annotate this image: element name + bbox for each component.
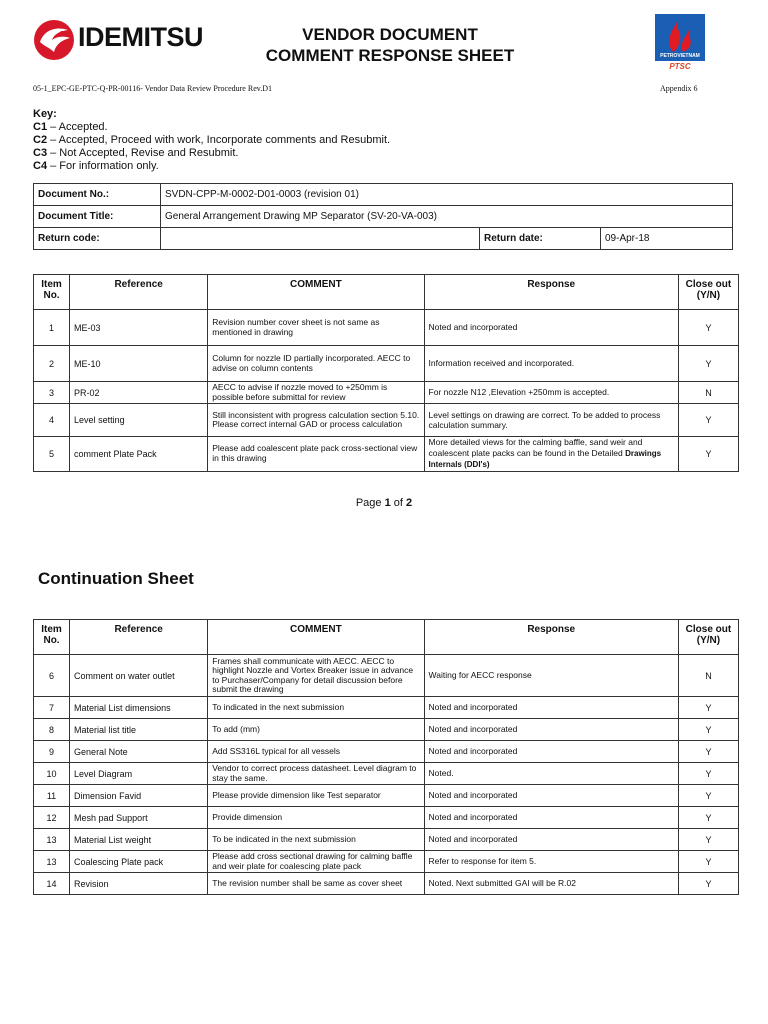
- table-row: 10 Level Diagram Vendor to correct process datasheet. Level diagram to stay the same. Noted. Y: [34, 763, 739, 785]
- col-reference: Reference: [70, 275, 208, 310]
- petrovietnam-logo: [655, 14, 705, 80]
- col-item-no: Item No.: [34, 620, 70, 655]
- return-code-label: Return code:: [34, 228, 161, 250]
- continuation-sheet-title: Continuation Sheet: [38, 569, 194, 588]
- page-title: [225, 24, 555, 66]
- table-row: 12 Mesh pad Support Provide dimension Noted and incorporated Y: [34, 807, 739, 829]
- appendix-label: Appendix 6: [660, 84, 698, 93]
- title-line-1: VENDOR DOCUMENT: [302, 25, 478, 44]
- col-item-no: Item No.: [34, 275, 70, 310]
- table-row: 13 Coalescing Plate pack Please add cross sectional drawing for calming baffle and weir plate for coalescing plate pack Refer to response for item 5. Y: [34, 851, 739, 873]
- company-name: IDEMITSU: [78, 22, 204, 52]
- table-row: 3 PR-02 AECC to advise if nozzle moved to +250mm is possible before submittal for review For nozzle N12 ,Elevation +250mm is accepted. N: [34, 382, 739, 404]
- partner-top-label: PETROVIETNAM: [660, 53, 700, 59]
- key-item: C2 – Accepted, Proceed with work, Incorporate comments and Resubmit.: [33, 134, 391, 146]
- col-reference: Reference: [70, 620, 208, 655]
- procedure-reference: 05-1_EPC-GE-PTC-Q-PR-00116- Vendor Data Review Procedure Rev.D1: [33, 84, 272, 93]
- table-row: 2 ME-10 Column for nozzle ID partially incorporated. AECC to advise on column contents Information received and incorporated. Y: [34, 346, 739, 382]
- table-row: 6 Comment on water outlet Frames shall communicate with AECC. AECC to highlight Nozzle and Vortex Breaker issue in advance to Purchaser/Company for detail discussion before submit the drawing Waiting for AECC response N: [34, 655, 739, 697]
- return-code-value: [161, 228, 480, 250]
- table-header-row: [34, 620, 739, 655]
- document-no-label: Document No.:: [34, 184, 161, 206]
- page-number: Page 1 of 2: [355, 497, 413, 509]
- partner-ptsc-label: PTSC: [669, 62, 691, 71]
- table-row: 14 Revision The revision number shall be same as cover sheet Noted. Next submitted GAI will be R.02 Y: [34, 873, 739, 895]
- col-comment: COMMENT: [208, 620, 424, 655]
- table-row: 8 Material list title To add (mm) Noted and incorporated Y: [34, 719, 739, 741]
- key-title: Key:: [33, 108, 57, 120]
- table-row: 4 Level setting Still inconsistent with progress calculation section 5.10. Please correct internal GAD or process calculation Level settings on drawing are correct. To be added to process calculation summary. Y: [34, 404, 739, 437]
- table-header-row: [34, 275, 739, 310]
- document-no-value: SVDN-CPP-M-0002-D01-0003 (revision 01): [161, 184, 733, 206]
- table-row: 5 comment Plate Pack Please add coalescent plate pack cross-sectional view in this drawing More detailed views for the calming baffle, sand weir and coalescent plate packs can be found in the Detailed Drawings Internals (DDI's) Y: [34, 437, 739, 472]
- col-close-out: Close out (Y/N): [678, 275, 738, 310]
- idemitsu-logo: [32, 18, 222, 62]
- document-info-table: [33, 183, 733, 250]
- idemitsu-emblem-icon: [32, 18, 76, 62]
- key-item: C3 – Not Accepted, Revise and Resubmit.: [33, 147, 239, 159]
- document-title-value: General Arrangement Drawing MP Separator (SV-20-VA-003): [161, 206, 733, 228]
- key-item: C1 – Accepted.: [33, 121, 108, 133]
- col-comment: COMMENT: [208, 275, 424, 310]
- return-date-value: 09-Apr-18: [601, 228, 733, 250]
- col-response: Response: [424, 275, 678, 310]
- title-line-2: COMMENT RESPONSE SHEET: [265, 46, 515, 65]
- table-row: 1 ME-03 Revision number cover sheet is not same as mentioned in drawing Noted and incorporated Y: [34, 310, 739, 346]
- col-response: Response: [424, 620, 678, 655]
- document-title-label: Document Title:: [34, 206, 161, 228]
- table-row: 7 Material List dimensions To indicated in the next submission Noted and incorporated Y: [34, 697, 739, 719]
- col-close-out: Close out (Y/N): [678, 620, 738, 655]
- return-date-label: Return date:: [480, 228, 601, 250]
- key-item: C4 – For information only.: [33, 160, 159, 172]
- table-row: 9 General Note Add SS316L typical for all vessels Noted and incorporated Y: [34, 741, 739, 763]
- comment-table-2: [33, 619, 739, 895]
- table-row: 11 Dimension Favid Please provide dimension like Test separator Noted and incorporated Y: [34, 785, 739, 807]
- comment-table-1: [33, 274, 739, 472]
- key-legend: [33, 108, 390, 173]
- table-row: 13 Material List weight To be indicated in the next submission Noted and incorporated Y: [34, 829, 739, 851]
